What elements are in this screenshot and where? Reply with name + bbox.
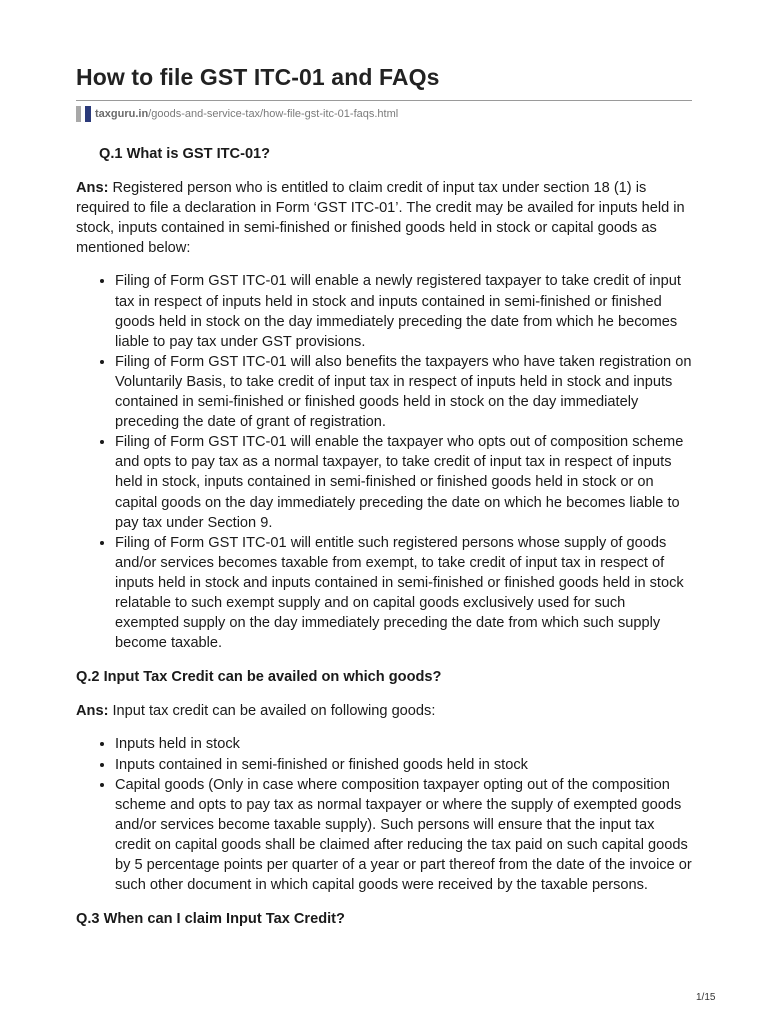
answer-2-label: Ans: [76,703,109,720]
page-title: How to file GST ITC-01 and FAQs [76,64,440,90]
list-item: Inputs held in stock [115,734,692,754]
question-2: Q.2 Input Tax Credit can be availed on which goods? [76,669,442,686]
list-item: Filing of Form GST ITC-01 will also benefits the taxpayers who have taken registration on Voluntarily Basis, to take credit of input tax in respect of inputs held in stock and inputs contained in semi-finished or finished goods held in stock on the day immediately preceding the date of grant of registration. [115,352,692,432]
answer-2 [76,701,692,721]
list-item: Filing of Form GST ITC-01 will enable a newly registered taxpayer to take credit of input tax in respect of inputs held in stock and inputs contained in semi-finished or finished goods held in stock on the day immediately preceding the date from which he becomes liable to pay tax under GST provisions. [115,271,692,351]
answer-2-list [76,734,692,895]
answer-1 [76,178,692,258]
source-marker-accent-icon [85,106,91,122]
question-3: Q.3 When can I claim Input Tax Credit? [76,911,345,928]
source-url[interactable] [95,108,398,120]
question-1: Q.1 What is GST ITC-01? [99,146,271,162]
source-path[interactable]: /goods-and-service-tax/how-file-gst-itc-01-faqs.html [148,108,399,120]
list-item: Filing of Form GST ITC-01 will entitle such registered persons whose supply of goods and/or services becomes taxable from exempt, to take credit of input tax in respect of inputs held in stock and inputs contained in semi-finished or finished goods held in stock relatable to such exempt supply and on capital goods exclusively used for such exempted supply on the day immediately preceding the date from which such supply become taxable. [115,533,692,654]
list-item: Inputs contained in semi-finished or finished goods held in stock [115,755,692,775]
source-line [76,106,398,122]
source-marker-icon [76,106,81,122]
list-item: Filing of Form GST ITC-01 will enable the taxpayer who opts out of composition scheme and opts to pay tax as a normal taxpayer, to take credit of input tax in respect of inputs held in stock, inputs contained in semi-finished or finished goods held in stock or on capital goods on the day immediately preceding the date on which he becomes liable to pay tax under Section 9. [115,432,692,532]
list-item: Capital goods (Only in case where composition taxpayer opting out of the composition scheme and opts to pay tax as normal taxpayer or where the supply of exempted goods and/or services become taxable supply). Such persons will ensure that the input tax credit on capital goods shall be claimed after reducing the tax paid on such capital goods by 5 percentage points per quarter of a year or part thereof from the date of the invoice or such other document in which capital goods were received by the taxable persons. [115,775,692,896]
title-divider [76,100,692,101]
source-domain[interactable]: taxguru.in [95,108,149,120]
answer-1-list [76,271,692,653]
page-number: 1/15 [696,992,716,1003]
answer-2-text: Input tax credit can be availed on following goods: [108,703,436,720]
article-body [76,144,692,929]
answer-1-text: Registered person who is entitled to claim credit of input tax under section 18 (1) is required to file a declaration in Form ‘GST ITC-01’. The credit may be availed for inputs held in stock, inputs contained in semi-finished or finished goods held in stock or capital goods as mentioned below: [76,180,685,257]
answer-1-label: Ans: [76,180,109,197]
